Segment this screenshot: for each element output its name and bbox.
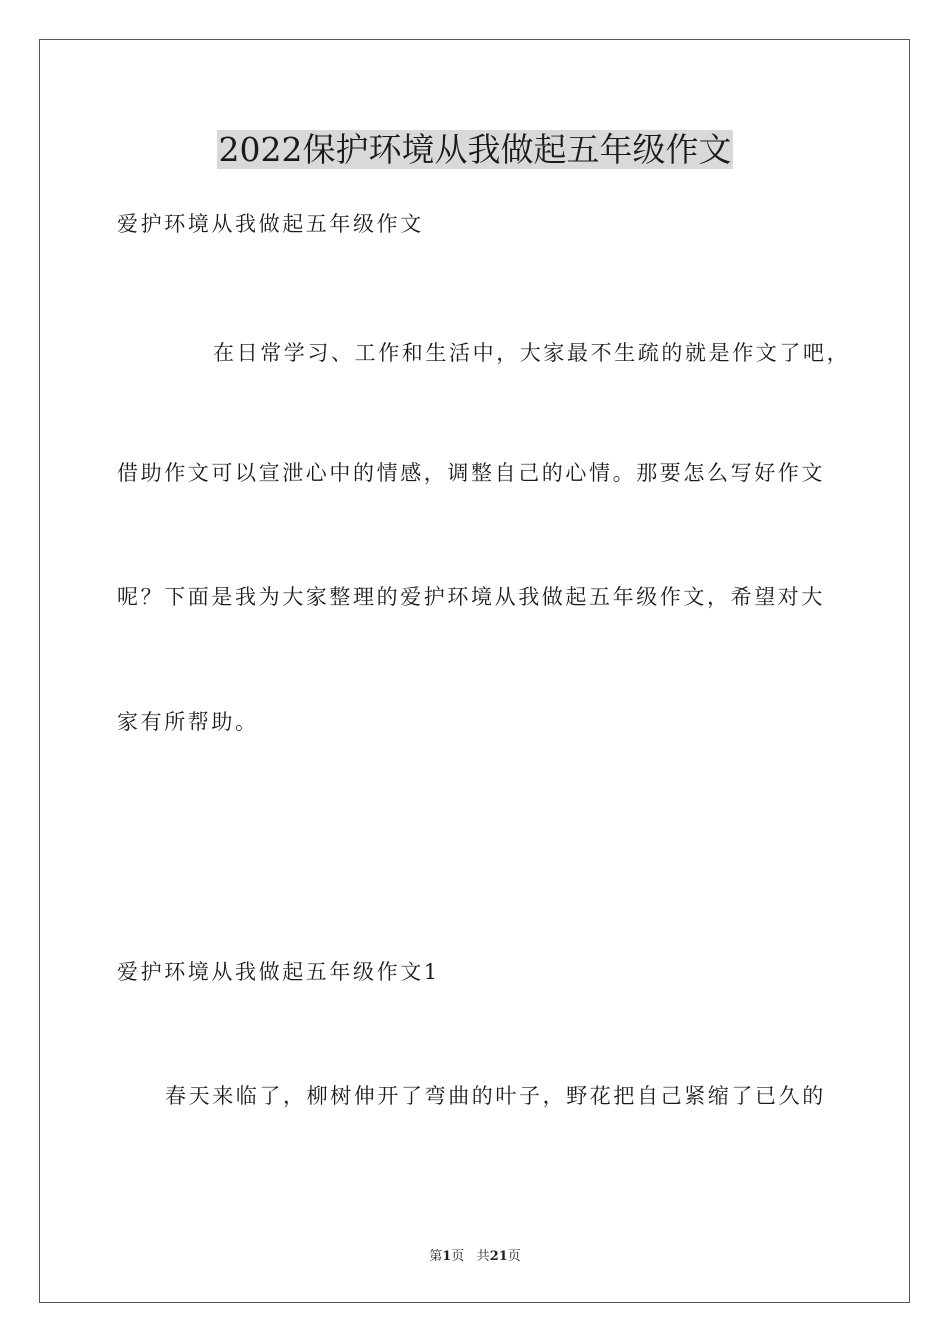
intro-paragraph-line: 在日常学习、工作和生活中，大家最不生疏的就是作文了吧， bbox=[213, 341, 851, 365]
page-footer bbox=[0, 1248, 950, 1266]
section-heading: 爱护环境从我做起五年级作文1 bbox=[117, 960, 440, 984]
footer-page-prefix: 第 bbox=[429, 1249, 443, 1264]
footer-total-suffix: 页 bbox=[507, 1249, 521, 1264]
document-title bbox=[0, 128, 950, 172]
document-subtitle: 爱护环境从我做起五年级作文 bbox=[117, 212, 424, 236]
intro-paragraph-line: 呢？下面是我为大家整理的爱护环境从我做起五年级作文，希望对大 bbox=[117, 585, 825, 609]
footer-total-prefix: 共 bbox=[476, 1249, 490, 1264]
footer-page-suffix: 页 bbox=[451, 1249, 465, 1264]
intro-paragraph-line: 家有所帮助。 bbox=[117, 710, 259, 734]
footer-page-number: 1 bbox=[442, 1249, 452, 1264]
intro-paragraph-line: 借助作文可以宣泄心中的情感，调整自己的心情。那要怎么写好作文 bbox=[117, 461, 825, 485]
section-paragraph-line: 春天来临了，柳树伸开了弯曲的叶子，野花把自己紧缩了已久的 bbox=[165, 1084, 826, 1108]
footer-total-pages: 21 bbox=[489, 1249, 508, 1264]
document-title-text: 2022保护环境从我做起五年级作文 bbox=[218, 130, 732, 169]
